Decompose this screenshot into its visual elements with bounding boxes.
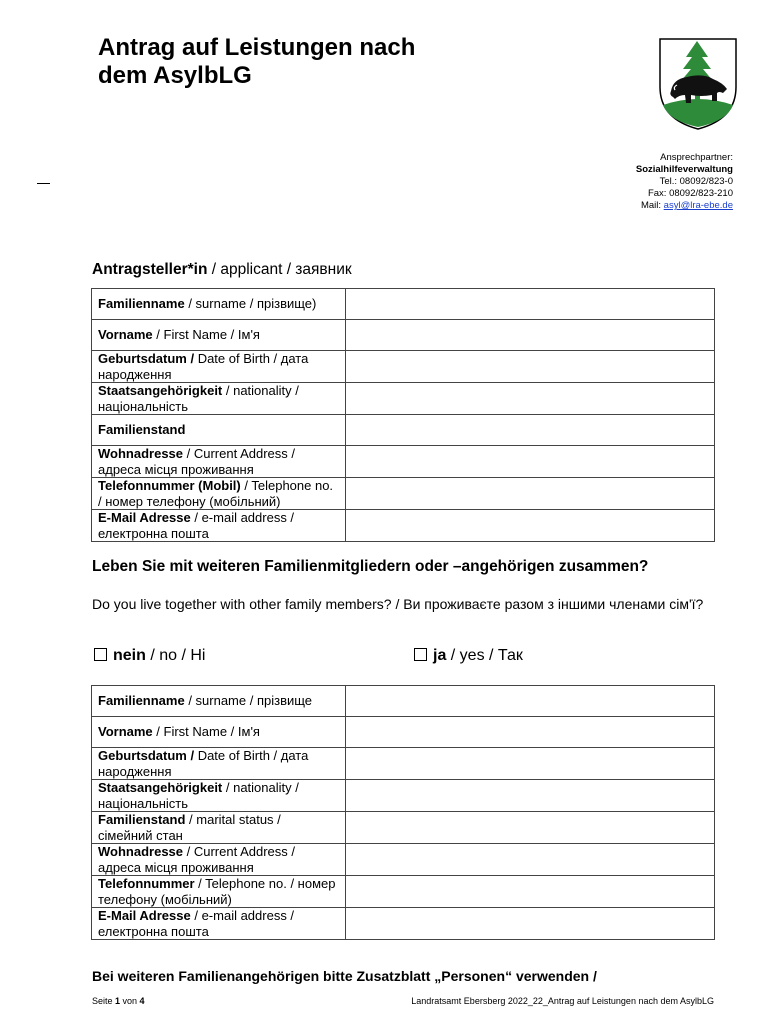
- applicant-heading-rest: / applicant / заявник: [207, 261, 352, 278]
- field-label: [92, 717, 346, 748]
- member-phone-input[interactable]: [345, 876, 714, 908]
- field-label: [92, 415, 346, 446]
- title-line-2: dem AsylbLG: [98, 62, 252, 89]
- field-label-bold: Telefonnummer: [98, 876, 195, 891]
- member-nationality-input[interactable]: [345, 780, 714, 812]
- field-label: [92, 844, 346, 876]
- table-row: [92, 478, 715, 510]
- contact-mail-label: Mail:: [640, 200, 664, 211]
- option-yes[interactable]: [414, 647, 523, 665]
- option-yes-rest: / yes / Так: [446, 647, 523, 664]
- field-label-rest: / Telephone no. / номер телефону (мобільний): [98, 478, 334, 509]
- contact-department: Sozialhilfeverwaltung: [635, 164, 733, 175]
- family-question-translation: Do you live together with other family members? / Ви проживаєте разом з іншими членами сім'ї?: [92, 596, 704, 612]
- page-prefix: Seite: [92, 996, 116, 1006]
- field-label-bold: Telefonnummer (Mobil): [98, 478, 241, 493]
- fold-mark: [37, 183, 50, 184]
- member-marital-status-input[interactable]: [345, 812, 714, 844]
- family-member-table: [91, 685, 715, 940]
- field-label-rest: / marital status / сімейний стан: [98, 812, 281, 843]
- field-label: [92, 289, 346, 320]
- table-row: [92, 812, 715, 844]
- field-label-rest: / Current Address / адреса місця проживання: [98, 844, 296, 875]
- address-input[interactable]: [345, 446, 714, 478]
- field-label-bold: Staatsangehörigkeit: [98, 383, 223, 398]
- first-name-input[interactable]: [345, 320, 714, 351]
- field-label: [92, 812, 346, 844]
- no-checkbox[interactable]: [94, 648, 107, 661]
- member-address-input[interactable]: [345, 844, 714, 876]
- page-current: 1: [115, 996, 121, 1006]
- field-label-bold: Geburtsdatum /: [98, 351, 195, 366]
- table-row: [92, 780, 715, 812]
- additional-sheet-note: Bei weiteren Familienangehörigen bitte Zusatzblatt „Personen“ verwenden /: [92, 968, 597, 984]
- contact-tel: Tel.: 08092/823-0: [659, 176, 733, 187]
- field-label-rest: / Current Address / адреса місця проживання: [98, 446, 296, 477]
- phone-input[interactable]: [345, 478, 714, 510]
- option-no-rest: / no / Ні: [145, 647, 206, 664]
- table-row: [92, 717, 715, 748]
- contact-mail-row: [636, 200, 733, 212]
- field-label-bold: Staatsangehörigkeit: [98, 780, 223, 795]
- field-label: [92, 320, 346, 351]
- field-label-bold: Vorname: [98, 724, 153, 740]
- field-label-bold: Familienname: [98, 693, 185, 709]
- table-row: [92, 415, 715, 446]
- option-yes-bold: ja: [433, 647, 447, 664]
- field-label-rest: / e-mail address / електронна пошта: [98, 908, 295, 939]
- field-label: [92, 748, 346, 780]
- table-row: [92, 844, 715, 876]
- member-surname-input[interactable]: [345, 686, 714, 717]
- contact-label: Ansprechpartner:: [660, 152, 733, 163]
- title-line-1: Antrag auf Leistungen nach: [98, 34, 416, 61]
- field-label-bold: Wohnadresse: [98, 844, 184, 859]
- field-label-rest: Date of Birth / дата народження: [98, 351, 309, 382]
- contact-block: [636, 152, 733, 212]
- document-reference: Landratsamt Ebersberg 2022_22_Antrag auf Leistungen nach dem AsylbLG: [411, 996, 714, 1006]
- field-label-bold: Wohnadresse: [98, 446, 184, 461]
- yes-checkbox[interactable]: [414, 648, 427, 661]
- field-label-bold: Familienname: [98, 296, 185, 312]
- page-mid: von: [120, 996, 140, 1006]
- table-row: [92, 320, 715, 351]
- table-row: [92, 446, 715, 478]
- field-label: [92, 780, 346, 812]
- field-label: [92, 876, 346, 908]
- surname-input[interactable]: [345, 289, 714, 320]
- field-label-rest: / Telephone no. / номер телефону (мобільний): [98, 876, 336, 907]
- field-label-rest: / surname / прізвище): [184, 296, 317, 312]
- marital-status-input[interactable]: [345, 415, 714, 446]
- field-label: [92, 908, 346, 940]
- field-label-bold: E-Mail Adresse: [98, 510, 191, 525]
- table-row: [92, 510, 715, 542]
- field-label: [92, 351, 346, 383]
- coat-of-arms-icon: [657, 35, 739, 131]
- field-label-bold: Familienstand: [98, 812, 186, 827]
- field-label: [92, 478, 346, 510]
- page-title: [98, 34, 518, 90]
- field-label: [92, 446, 346, 478]
- field-label: [92, 686, 346, 717]
- field-label-rest: / nationality / національність: [98, 383, 299, 414]
- member-email-input[interactable]: [345, 908, 714, 940]
- table-row: [92, 383, 715, 415]
- field-label-bold: Vorname: [98, 327, 153, 343]
- field-label-bold: Geburtsdatum /: [98, 748, 195, 763]
- page-number: [92, 996, 145, 1006]
- member-first-name-input[interactable]: [345, 717, 714, 748]
- date-of-birth-input[interactable]: [345, 351, 714, 383]
- applicant-heading: [92, 261, 352, 279]
- applicant-heading-bold: Antragsteller*in: [92, 261, 208, 278]
- field-label-rest: Date of Birth / дата народження: [98, 748, 309, 779]
- member-date-of-birth-input[interactable]: [345, 748, 714, 780]
- field-label: [92, 510, 346, 542]
- table-row: [92, 876, 715, 908]
- family-question: Leben Sie mit weiteren Familienmitgliedern oder –angehörigen zusammen?: [92, 558, 649, 575]
- field-label-rest: / e-mail address / електронна пошта: [98, 510, 295, 541]
- field-label-rest: / nationality / національність: [98, 780, 299, 811]
- table-row: [92, 908, 715, 940]
- table-row: [92, 351, 715, 383]
- page-total: 4: [139, 996, 145, 1006]
- field-label: [92, 383, 346, 415]
- applicant-table: [91, 288, 715, 542]
- table-row: [92, 289, 715, 320]
- table-row: [92, 748, 715, 780]
- table-row: [92, 686, 715, 717]
- email-input[interactable]: [345, 510, 714, 542]
- field-label-rest: / First Name / Ім'я: [152, 327, 260, 343]
- nationality-input[interactable]: [345, 383, 714, 415]
- contact-mail-link[interactable]: asyl@lra-ebe.de: [663, 200, 733, 211]
- field-label-bold: E-Mail Adresse: [98, 908, 191, 923]
- contact-fax: Fax: 08092/823-210: [647, 188, 733, 199]
- field-label-rest: / First Name / Ім'я: [152, 724, 260, 740]
- option-no-bold: nein: [113, 647, 146, 664]
- option-no[interactable]: [94, 647, 205, 665]
- field-label-rest: / surname / прізвище: [184, 693, 313, 709]
- field-label-bold: Familienstand: [98, 422, 186, 438]
